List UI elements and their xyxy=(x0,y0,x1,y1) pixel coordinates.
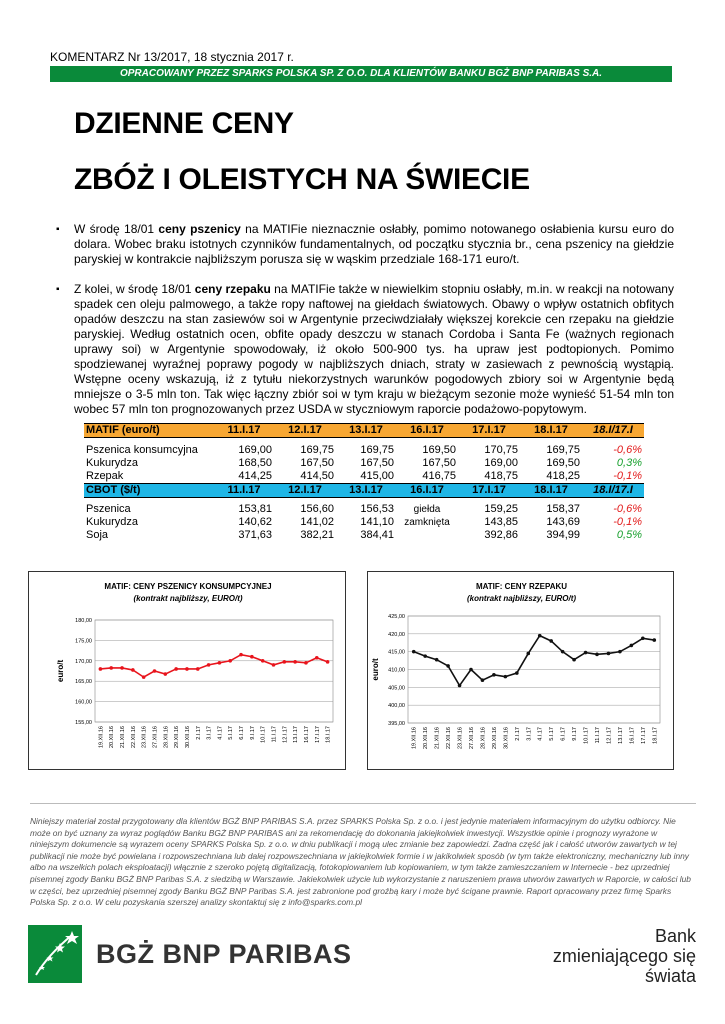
y-tick-label: 405,00 xyxy=(388,685,405,692)
table-cell: 143,85 xyxy=(484,516,518,528)
x-tick-label: 19.XII.16 xyxy=(98,726,105,749)
data-point xyxy=(618,650,622,654)
data-point xyxy=(641,636,645,640)
x-tick-label: 6.I.17 xyxy=(239,726,246,740)
chart-rapeseed-svg xyxy=(368,572,675,771)
x-tick-label: 21.XII.16 xyxy=(434,727,441,750)
change-cell: 0,5% xyxy=(616,529,642,541)
change-cell: -0,6% xyxy=(613,443,642,456)
table-header-cell: 17.I.17 xyxy=(458,424,520,438)
y-tick-label: 400,00 xyxy=(388,703,405,710)
x-tick-label: 30.XII.16 xyxy=(503,727,510,750)
x-tick-label: 28.XII.16 xyxy=(480,727,487,750)
table-cell: 153,81 xyxy=(238,503,272,515)
data-point xyxy=(250,655,254,659)
data-point xyxy=(412,650,416,654)
y-axis-label: euro/t xyxy=(371,658,380,681)
data-point xyxy=(153,669,157,673)
x-tick-label: 3.I.17 xyxy=(526,727,533,741)
table-header-cell: 18.I/17.I xyxy=(582,483,644,497)
change-cell: -0,6% xyxy=(613,503,642,515)
data-point xyxy=(538,634,542,638)
chart-subtitle: (kontrakt najbliższy, EURO/t) xyxy=(466,594,577,603)
y-tick-label: 155,00 xyxy=(75,720,92,726)
bank-logo-text: BGŻ BNP PARIBAS xyxy=(96,939,352,969)
table-cell: giełda xyxy=(413,504,441,515)
data-point xyxy=(469,668,473,672)
data-point xyxy=(293,660,297,664)
data-point xyxy=(131,668,135,672)
cbot-header xyxy=(84,483,644,497)
matif-header xyxy=(84,424,644,438)
table-cell: 169,50 xyxy=(422,443,456,456)
change-cell: 0,3% xyxy=(616,456,642,469)
x-tick-label: 19.XII.16 xyxy=(411,727,418,750)
data-point xyxy=(120,666,124,670)
table-cell: 156,53 xyxy=(360,503,394,515)
table-cell: 158,37 xyxy=(546,503,580,515)
bullet-2: ▪ xyxy=(56,284,60,295)
table-header-cell: MATIF (euro/t) xyxy=(84,424,214,438)
y-tick-label: 395,00 xyxy=(388,721,405,727)
x-tick-label: 12.I.17 xyxy=(282,726,289,743)
table-header-cell: 11.I.17 xyxy=(214,483,274,497)
x-tick-label: 28.XII.16 xyxy=(163,726,170,749)
table-cell: 169,00 xyxy=(484,456,518,469)
data-point xyxy=(630,644,634,648)
table-cell: 168,50 xyxy=(238,456,272,469)
paragraph-wheat: W środę 18/01 ceny pszenicy na MATIFie nieznacznie osłabły, pomimo notowanego osłabienia kursu euro do dolara. Wobec braku istotnych czynników fundamentalnych, od początku stycznia br., cena pszenicy na giełdzie paryskiej w kontrakcie najbliższym porusza się w wąskim przedziale 168-171 euro/t. xyxy=(74,222,675,266)
data-point xyxy=(283,660,287,664)
table-header-cell: 18.I/17.I xyxy=(582,424,644,438)
table-header-cell: 13.I.17 xyxy=(336,483,396,497)
data-point xyxy=(272,663,276,667)
data-point xyxy=(261,659,265,663)
y-tick-label: 170,00 xyxy=(75,658,92,665)
table-cell: 167,50 xyxy=(360,456,394,469)
data-point xyxy=(207,663,211,667)
x-tick-label: 2.I.17 xyxy=(514,727,521,741)
row-label: Pszenica xyxy=(86,503,131,515)
table-cell: 140,62 xyxy=(238,516,272,528)
x-tick-label: 21.XII.16 xyxy=(120,726,127,749)
x-tick-label: 22.XII.16 xyxy=(446,727,453,750)
x-tick-label: 23.XII.16 xyxy=(457,727,464,750)
table-cell: 414,25 xyxy=(238,469,272,482)
x-tick-label: 22.XII.16 xyxy=(130,726,137,749)
table-cell: 141,10 xyxy=(360,516,394,528)
table-cell: 384,41 xyxy=(360,529,394,541)
data-point xyxy=(142,675,146,679)
banner: OPRACOWANY PRZEZ SPARKS POLSKA SP. Z O.O. DLA KLIENTÓW BANKU BGŻ BNP PARIBAS S.A. xyxy=(50,66,672,82)
row-label: Rzepak xyxy=(86,469,124,482)
table-header-cell: 17.I.17 xyxy=(458,483,520,497)
y-tick-label: 180,00 xyxy=(75,618,92,624)
chart-rapeseed xyxy=(367,571,674,770)
data-point xyxy=(492,673,496,677)
data-point xyxy=(164,672,168,676)
table-cell: 167,50 xyxy=(300,456,334,469)
table-header-cell: 12.I.17 xyxy=(274,483,336,497)
data-point xyxy=(572,658,576,662)
table-row xyxy=(84,444,644,457)
data-point xyxy=(435,658,439,662)
x-tick-label: 23.XII.16 xyxy=(141,726,148,749)
table-cell: 143,69 xyxy=(546,516,580,528)
x-tick-label: 11.I.17 xyxy=(595,727,601,744)
table-header-cell: 13.I.17 xyxy=(336,424,396,438)
page-title-line1: DZIENNE CENY xyxy=(74,107,294,140)
data-point xyxy=(228,659,232,663)
comment-header: KOMENTARZ Nr 13/2017, 18 stycznia 2017 r. xyxy=(50,50,294,64)
x-tick-label: 18.I.17 xyxy=(325,726,332,743)
chart-title: MATIF: CENY RZEPAKU xyxy=(475,582,568,591)
data-point xyxy=(196,667,200,671)
table-row xyxy=(84,503,644,516)
x-tick-label: 18.I.17 xyxy=(652,727,659,744)
table-cell: 169,75 xyxy=(546,443,580,456)
x-tick-label: 13.I.17 xyxy=(293,726,300,743)
data-point xyxy=(526,652,530,656)
data-point xyxy=(99,667,103,671)
table-cell: 415,00 xyxy=(360,469,394,482)
x-tick-label: 16.I.17 xyxy=(303,726,310,743)
table-cell: 169,75 xyxy=(300,443,334,456)
x-tick-label: 30.XII.16 xyxy=(184,726,191,749)
table-row xyxy=(84,529,644,542)
x-tick-label: 29.XII.16 xyxy=(491,727,498,750)
disclaimer: Niniejszy materiał został przygotowany dla klientów BGŻ BNP PARIBAS S.A. przez SPARKS Polska Sp. z o.o. i jest jedynie materiałem informacyjnym do użytku odbiorcy. Nie może on być uznany za wyraz poglądów Banku BGŻ BNP PARIBAS ani za rekomendację do dokonania jakiejkolwiek inwestycji. Wszystkie opinie i prognozy wyrażone w niniejszym dokumencie są wyrazem oceny SPARKS Polska Sp. z o.o. w dniu publikacji i mogą ulec zmianie bez zapowiedzi. Żadna część jak i całość utworów zawartych w tej publikacji nie może być powielana i rozpowszechniana lub dalej rozpowszechniana w jakiejkolwiek formie i w jakikolwiek sposób (w tym także elektroniczny, mechaniczny lub inny albo na wszelkich polach eksploatacji) włącznie z szeroko pojętą digitalizacją, fotokopiowaniem lub kopiowaniem, w tym także zamieszczaniem w Internecie - bez uprzedniej pisemnej zgody Banku BGŻ BNP Paribas S.A. z siedzibą w Warszawie. Jakiekolwiek użycie lub wykorzystanie z naruszeniem prawa utworów zawartych w Raporcie, w całości lub w części, bez uprzedniej pisemnej zgody Banku BGŻ BNP Paribas S.A. jest zabronione pod groźbą kary i może być ścigane prawnie. Raport opracowany przez firmę Sparks Polska Sp. z o.o. W celu pozyskania szerszej analizy skontaktuj się z info@sparks.com.pl xyxy=(30,816,691,908)
y-tick-label: 420,00 xyxy=(388,631,405,638)
y-tick-label: 165,00 xyxy=(75,679,92,686)
chart-subtitle: (kontrakt najbliższy, EURO/t) xyxy=(133,594,243,603)
data-point xyxy=(481,678,485,682)
table-header-cell: 11.I.17 xyxy=(214,424,274,438)
x-tick-label: 3.I.17 xyxy=(206,726,213,740)
table-cell: 418,75 xyxy=(484,469,518,482)
x-tick-label: 5.I.17 xyxy=(228,726,235,740)
data-point xyxy=(326,660,330,664)
table-cell: 169,50 xyxy=(546,456,580,469)
y-axis-label: euro/t xyxy=(56,659,65,683)
data-point xyxy=(109,666,113,670)
table-cell: 392,86 xyxy=(484,529,518,541)
chart-title: MATIF: CENY PSZENICY KONSUMPCYJNEJ xyxy=(104,582,272,591)
series-line xyxy=(414,636,655,686)
data-point xyxy=(458,684,462,688)
data-point xyxy=(304,661,308,665)
table-header-cell: 18.I.17 xyxy=(520,483,582,497)
x-tick-label: 4.I.17 xyxy=(217,726,224,740)
data-point xyxy=(504,675,508,679)
bank-logo-mark xyxy=(28,925,82,983)
data-point xyxy=(423,654,427,658)
change-cell: -0,1% xyxy=(613,516,642,528)
row-label: Kukurydza xyxy=(86,456,138,469)
table-cell: 414,50 xyxy=(300,469,334,482)
data-point xyxy=(239,653,243,657)
bullet-1: ▪ xyxy=(56,224,60,235)
x-tick-label: 17.I.17 xyxy=(314,726,321,743)
x-tick-label: 10.I.17 xyxy=(583,727,590,744)
data-point xyxy=(185,667,189,671)
stars-icon xyxy=(28,925,82,983)
y-tick-label: 160,00 xyxy=(75,699,92,706)
change-cell: -0,1% xyxy=(613,469,642,482)
table-row xyxy=(84,457,644,470)
x-tick-label: 13.I.17 xyxy=(617,727,624,744)
x-tick-label: 2.I.17 xyxy=(195,726,202,740)
x-tick-label: 9.I.17 xyxy=(572,727,579,741)
data-point xyxy=(218,661,222,665)
plot-frame xyxy=(95,620,333,722)
y-tick-label: 415,00 xyxy=(388,649,405,656)
series-line xyxy=(100,655,327,677)
data-point xyxy=(561,650,565,654)
data-point xyxy=(446,664,450,668)
table-header-cell: 16.I.17 xyxy=(396,483,458,497)
x-tick-label: 12.I.17 xyxy=(606,727,613,744)
table-cell: 394,99 xyxy=(546,529,580,541)
row-label: Soja xyxy=(86,529,109,541)
paragraph-rapeseed: Z kolei, w środę 18/01 ceny rzepaku na MATIFie także w niewielkim stopniu osłabły, m.in. w reakcji na notowany spadek cen oleju palmowego, a także ropy naftowej na giełdach światowych. Obawy o wpływ ostatnich obfitych opadów deszczu na stan zasiewów soi w Argentynie przeciwdziałały większej korekcie cen rzepaku na giełdzie paryskiej. Według ostatnich ocen, obfite opady deszczu w stanach Cordoba i Santa Fe (ważnych regionach uprawy soi) w Argentynie spowodowały, iż około 500-900 tys. ha upraw jest podtopionych. Pomimo spodziewanej wyraźnej poprawy pogody w najbliższych dniach, straty w zasiewach z pewnością wystąpią. Wstępne oceny wskazują, iż z tytułu niekorzystnych warunków pogodowych zbiory soi w Argentynie będą mniejsze o 3-5 mln ton. Tak więc łączny zbiór soi w tym kraju w bieżącym sezonie może wynieść 51-54 mln ton wobec 57 mln ton prognozowanych przez USDA w styczniowym raporcie podażowo-popytowym. xyxy=(74,282,674,416)
table-cell: 170,75 xyxy=(484,443,518,456)
data-point xyxy=(549,639,553,643)
data-point xyxy=(595,653,599,657)
data-point xyxy=(315,656,319,660)
x-tick-label: 4.I.17 xyxy=(537,727,544,741)
x-tick-label: 27.XII.16 xyxy=(469,727,475,750)
x-tick-label: 9.I.17 xyxy=(249,726,256,740)
y-tick-label: 175,00 xyxy=(75,638,92,645)
table-row xyxy=(84,516,644,529)
table-cell: 416,75 xyxy=(422,469,456,482)
x-tick-label: 17.I.17 xyxy=(640,727,647,744)
table-cell: 382,21 xyxy=(300,529,334,541)
table-row xyxy=(84,470,644,484)
x-tick-label: 5.I.17 xyxy=(549,727,556,741)
data-point xyxy=(174,667,178,671)
row-label: Pszenica konsumcyjna xyxy=(86,443,198,456)
table-header-cell: 18.I.17 xyxy=(520,424,582,438)
data-point xyxy=(584,651,588,655)
chart-wheat-svg xyxy=(29,572,347,771)
x-tick-label: 16.I.17 xyxy=(629,727,636,744)
table-cell: 167,50 xyxy=(422,456,456,469)
price-table xyxy=(84,423,644,542)
table-cell: 418,25 xyxy=(546,469,580,482)
x-tick-label: 20.XII.16 xyxy=(423,727,430,750)
table-cell: 141,02 xyxy=(300,516,334,528)
y-tick-label: 410,00 xyxy=(388,667,405,674)
table-cell: 169,00 xyxy=(238,443,272,456)
table-cell: 156,60 xyxy=(300,503,334,515)
table-cell: zamknięta xyxy=(404,517,450,528)
data-point xyxy=(652,638,656,642)
table-cell: 371,63 xyxy=(238,529,272,541)
x-tick-label: 29.XII.16 xyxy=(174,726,181,749)
page-title-line2: ZBÓŻ I OLEISTYCH NA ŚWIECIE xyxy=(74,163,530,196)
row-label: Kukurydza xyxy=(86,516,138,528)
x-tick-label: 20.XII.16 xyxy=(109,726,116,749)
divider xyxy=(30,803,696,804)
table-cell xyxy=(396,529,458,542)
slogan: Bank zmieniającego się świata xyxy=(552,926,696,986)
x-tick-label: 11.I.17 xyxy=(271,726,278,743)
y-tick-label: 425,00 xyxy=(388,614,405,620)
x-tick-label: 6.I.17 xyxy=(560,727,567,741)
data-point xyxy=(515,671,519,675)
table-header-cell: CBOT ($/t) xyxy=(84,483,214,497)
x-tick-label: 10.I.17 xyxy=(260,726,267,743)
table-cell: 159,25 xyxy=(484,503,518,515)
table-cell: 169,75 xyxy=(360,443,394,456)
x-tick-label: 27.XII.16 xyxy=(152,726,159,749)
data-point xyxy=(607,652,611,656)
table-header-cell: 16.I.17 xyxy=(396,424,458,438)
table-header-cell: 12.I.17 xyxy=(274,424,336,438)
chart-wheat xyxy=(28,571,346,770)
